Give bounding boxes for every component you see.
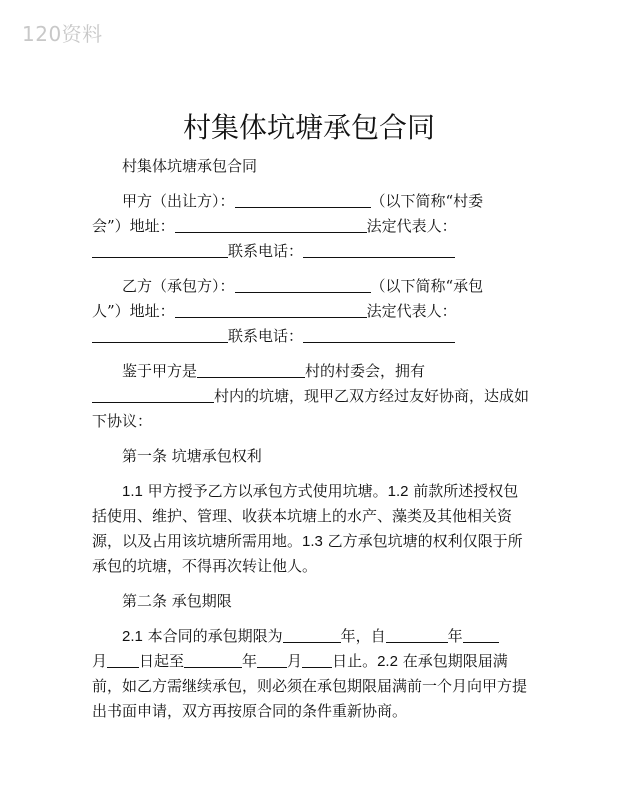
clause-2-1-number: 2.1 <box>122 628 143 645</box>
party-b-block <box>92 274 532 349</box>
party-b-address-blank[interactable] <box>175 300 367 318</box>
article-1-heading: 第一条 坑塘承包权利 <box>122 447 262 465</box>
party-a-alias-2: 会”）地址： <box>92 217 175 235</box>
preamble-part2: 村的村委会，拥有 <box>305 362 426 380</box>
end-month-blank[interactable] <box>257 650 287 668</box>
start-year-blank[interactable] <box>386 625 448 643</box>
clause-1-1-number: 1.1 <box>122 483 143 500</box>
party-a-alias-1: （以下简称“村委 <box>370 192 484 210</box>
clause-2-1-text-e: 日起至 <box>139 652 185 670</box>
party-b-alias-1: （以下简称“承包 <box>370 277 484 295</box>
party-a-phone-label: 联系电话： <box>228 242 304 260</box>
clause-1-2-text: 前款所述授权包括使用、维护、管理、收获本坑塘上的水产、藻类及其他相关资源，以及占用该坑塘所需用地。 <box>92 482 519 550</box>
contract-body <box>92 154 532 724</box>
clause-1-1-text: 甲方授予乙方以承包方式使用坑塘。 <box>142 482 388 500</box>
clause-2-1-text-a: 本合同的承包期限为 <box>142 627 283 645</box>
clause-2-2-number: 2.2 <box>377 653 398 670</box>
start-day-blank[interactable] <box>107 650 139 668</box>
clause-2-1-text-d: 月 <box>92 652 108 670</box>
party-b-name-blank[interactable] <box>235 275 371 293</box>
preamble-part1: 鉴于甲方是 <box>122 362 198 380</box>
village-name-blank-2[interactable] <box>92 385 214 403</box>
village-name-blank[interactable] <box>197 360 305 378</box>
clause-2-1-text-c: 年 <box>447 627 463 645</box>
clause-2-1-text-b: 年，自 <box>340 627 386 645</box>
party-a-label: 甲方（出让方）： <box>122 192 235 210</box>
document-title: 村集体坑塘承包合同 <box>182 111 435 144</box>
clause-2-1-text-f: 年 <box>242 652 258 670</box>
subtitle: 村集体坑塘承包合同 <box>122 157 258 175</box>
party-b-label: 乙方（承包方）： <box>122 277 235 295</box>
party-a-address-blank[interactable] <box>175 215 367 233</box>
clause-1-3-number: 1.3 <box>302 533 323 550</box>
party-a-name-blank[interactable] <box>235 190 371 208</box>
party-a-block <box>92 189 532 264</box>
clause-1-2-number: 1.2 <box>387 483 409 500</box>
party-a-rep-label: 法定代表人： <box>366 217 457 235</box>
party-b-rep-label: 法定代表人： <box>366 302 457 320</box>
clause-1-3-text: 乙方承包坑塘的权利仅限于所承包的坑塘，不得再次转让他人。 <box>92 532 523 575</box>
party-a-rep-blank[interactable] <box>92 240 228 258</box>
preamble <box>92 359 532 434</box>
party-b-phone-blank[interactable] <box>303 325 455 343</box>
term-years-blank[interactable] <box>283 625 341 643</box>
preamble-part3: 村内的坑塘，现甲乙双方经过友好协商，达成如下协议： <box>92 387 530 430</box>
clause-2-2-text: 在承包期限届满前，如乙方需继续承包，则必须在承包期限届满前一个月向甲方提出书面申请，双方再按原合同的条件重新协商。 <box>92 652 528 720</box>
article-2-heading: 第二条 承包期限 <box>122 592 232 610</box>
end-day-blank[interactable] <box>302 650 332 668</box>
clause-2-1-text-h: 日止。 <box>332 652 378 670</box>
party-b-alias-2: 人”）地址： <box>92 302 175 320</box>
article-1-body <box>92 479 532 579</box>
article-2-body <box>92 624 532 724</box>
end-year-blank[interactable] <box>184 650 242 668</box>
clause-2-1-text-g: 月 <box>287 652 303 670</box>
start-month-blank[interactable] <box>463 625 499 643</box>
party-a-phone-blank[interactable] <box>303 240 455 258</box>
party-b-rep-blank[interactable] <box>92 325 228 343</box>
watermark: 120资料 <box>22 22 103 46</box>
party-b-phone-label: 联系电话： <box>228 327 304 345</box>
